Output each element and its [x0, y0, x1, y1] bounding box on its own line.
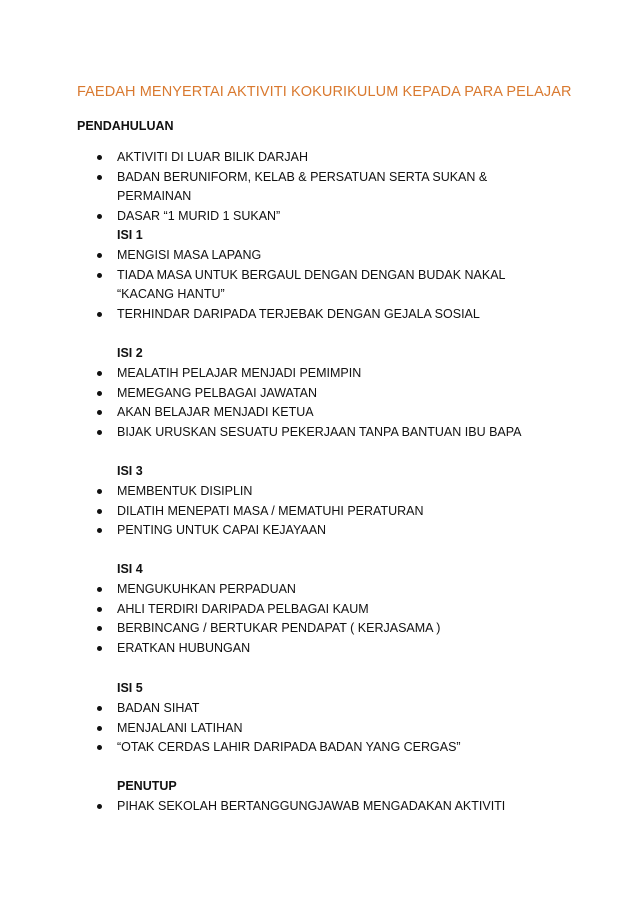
bullet-icon	[97, 155, 102, 160]
list-item-text: TIADA MASA UNTUK BERGAUL DENGAN DENGAN BUDAK NAKAL “KACANG HANTU”	[117, 267, 506, 301]
bullet-icon	[97, 273, 102, 278]
list-item	[0, 521, 547, 541]
section-heading: ISI 1	[117, 228, 143, 242]
section-list	[0, 482, 638, 541]
list-item	[0, 502, 547, 522]
section-list	[0, 699, 638, 758]
list-item	[0, 403, 547, 423]
bullet-icon	[97, 804, 102, 809]
list-item-text: “OTAK CERDAS LAHIR DARIPADA BADAN YANG CERGAS”	[117, 740, 461, 754]
list-item	[0, 364, 547, 384]
list-item	[0, 168, 547, 207]
list-item-text: MENGISI MASA LAPANG	[117, 248, 262, 262]
section-list	[0, 580, 638, 658]
document-title: FAEDAH MENYERTAI AKTIVITI KOKURIKULUM KEPADA PARA PELAJAR	[77, 84, 572, 100]
list-item	[0, 266, 547, 305]
list-item-text: MENJALANI LATIHAN	[117, 720, 243, 735]
bullet-icon	[97, 607, 102, 612]
list-item-text: BADAN BERUNIFORM, KELAB & PERSATUAN SERTA SUKAN & PERMAINAN	[117, 169, 488, 203]
list-item-text: BERBINCANG / BERTUKAR PENDAPAT ( KERJASAMA )	[117, 621, 441, 635]
bullet-icon	[97, 253, 102, 258]
bullet-icon	[97, 410, 102, 415]
bullet-icon	[97, 489, 102, 494]
list-item-text: AKTIVITI DI LUAR BILIK DARJAH	[117, 150, 309, 164]
list-item	[0, 305, 547, 325]
list-item	[0, 738, 547, 758]
list-item-text: PIHAK SEKOLAH BERTANGGUNGJAWAB MENGADAKAN AKTIVITI	[117, 799, 506, 813]
bullet-icon	[97, 528, 102, 533]
bullet-icon	[97, 706, 102, 711]
section-heading: ISI 3	[117, 464, 143, 478]
list-item-text: MEMBENTUK DISIPLIN	[117, 484, 253, 498]
bullet-icon	[97, 312, 102, 317]
list-item	[0, 719, 547, 739]
list-item	[0, 207, 547, 227]
list-item-text: PENTING UNTUK CAPAI KEJAYAAN	[117, 523, 327, 537]
section-heading: ISI 4	[117, 562, 143, 576]
bullet-icon	[97, 726, 102, 731]
list-item-text: AHLI TERDIRI DARIPADA PELBAGAI KAUM	[117, 601, 369, 616]
list-item	[0, 797, 547, 817]
list-item-text: MEALATIH PELAJAR MENJADI PEMIMPIN	[117, 366, 362, 380]
list-item	[0, 148, 547, 168]
list-item	[0, 639, 547, 659]
list-item-text: BADAN SIHAT	[117, 701, 200, 715]
list-item-text: AKAN BELAJAR MENJADI KETUA	[117, 405, 314, 419]
bullet-icon	[97, 430, 102, 435]
section-heading: ISI 5	[117, 681, 143, 695]
bullet-icon	[97, 587, 102, 592]
bullet-icon	[97, 214, 102, 219]
bullet-icon	[97, 175, 102, 180]
section-heading: PENUTUP	[117, 779, 177, 793]
list-item	[0, 246, 547, 266]
list-item	[0, 423, 547, 443]
section-list	[0, 246, 638, 324]
list-item-text: DILATIH MENEPATI MASA / MEMATUHI PERATURAN	[117, 503, 424, 518]
bullet-icon	[97, 509, 102, 514]
bullet-icon	[97, 626, 102, 631]
list-item-text: TERHINDAR DARIPADA TERJEBAK DENGAN GEJALA SOSIAL	[117, 306, 480, 321]
list-item	[0, 482, 547, 502]
section-heading: ISI 2	[117, 346, 143, 360]
section-list	[0, 364, 638, 442]
list-item	[0, 384, 547, 404]
bullet-icon	[97, 371, 102, 376]
list-item-text: ERATKAN HUBUNGAN	[117, 640, 251, 655]
bullet-icon	[97, 745, 102, 750]
list-item-text: MENGUKUHKAN PERPADUAN	[117, 582, 296, 596]
list-item	[0, 580, 547, 600]
intro-list	[0, 148, 638, 226]
section-list	[0, 797, 638, 817]
list-item	[0, 699, 547, 719]
list-item-text: BIJAK URUSKAN SESUATU PEKERJAAN TANPA BANTUAN IBU BAPA	[117, 424, 522, 439]
list-item	[0, 619, 547, 639]
bullet-icon	[97, 646, 102, 651]
list-item	[0, 600, 547, 620]
bullet-icon	[97, 391, 102, 396]
intro-heading: PENDAHULUAN	[77, 119, 174, 133]
list-item-text: DASAR “1 MURID 1 SUKAN”	[117, 208, 281, 223]
list-item-text: MEMEGANG PELBAGAI JAWATAN	[117, 385, 318, 400]
